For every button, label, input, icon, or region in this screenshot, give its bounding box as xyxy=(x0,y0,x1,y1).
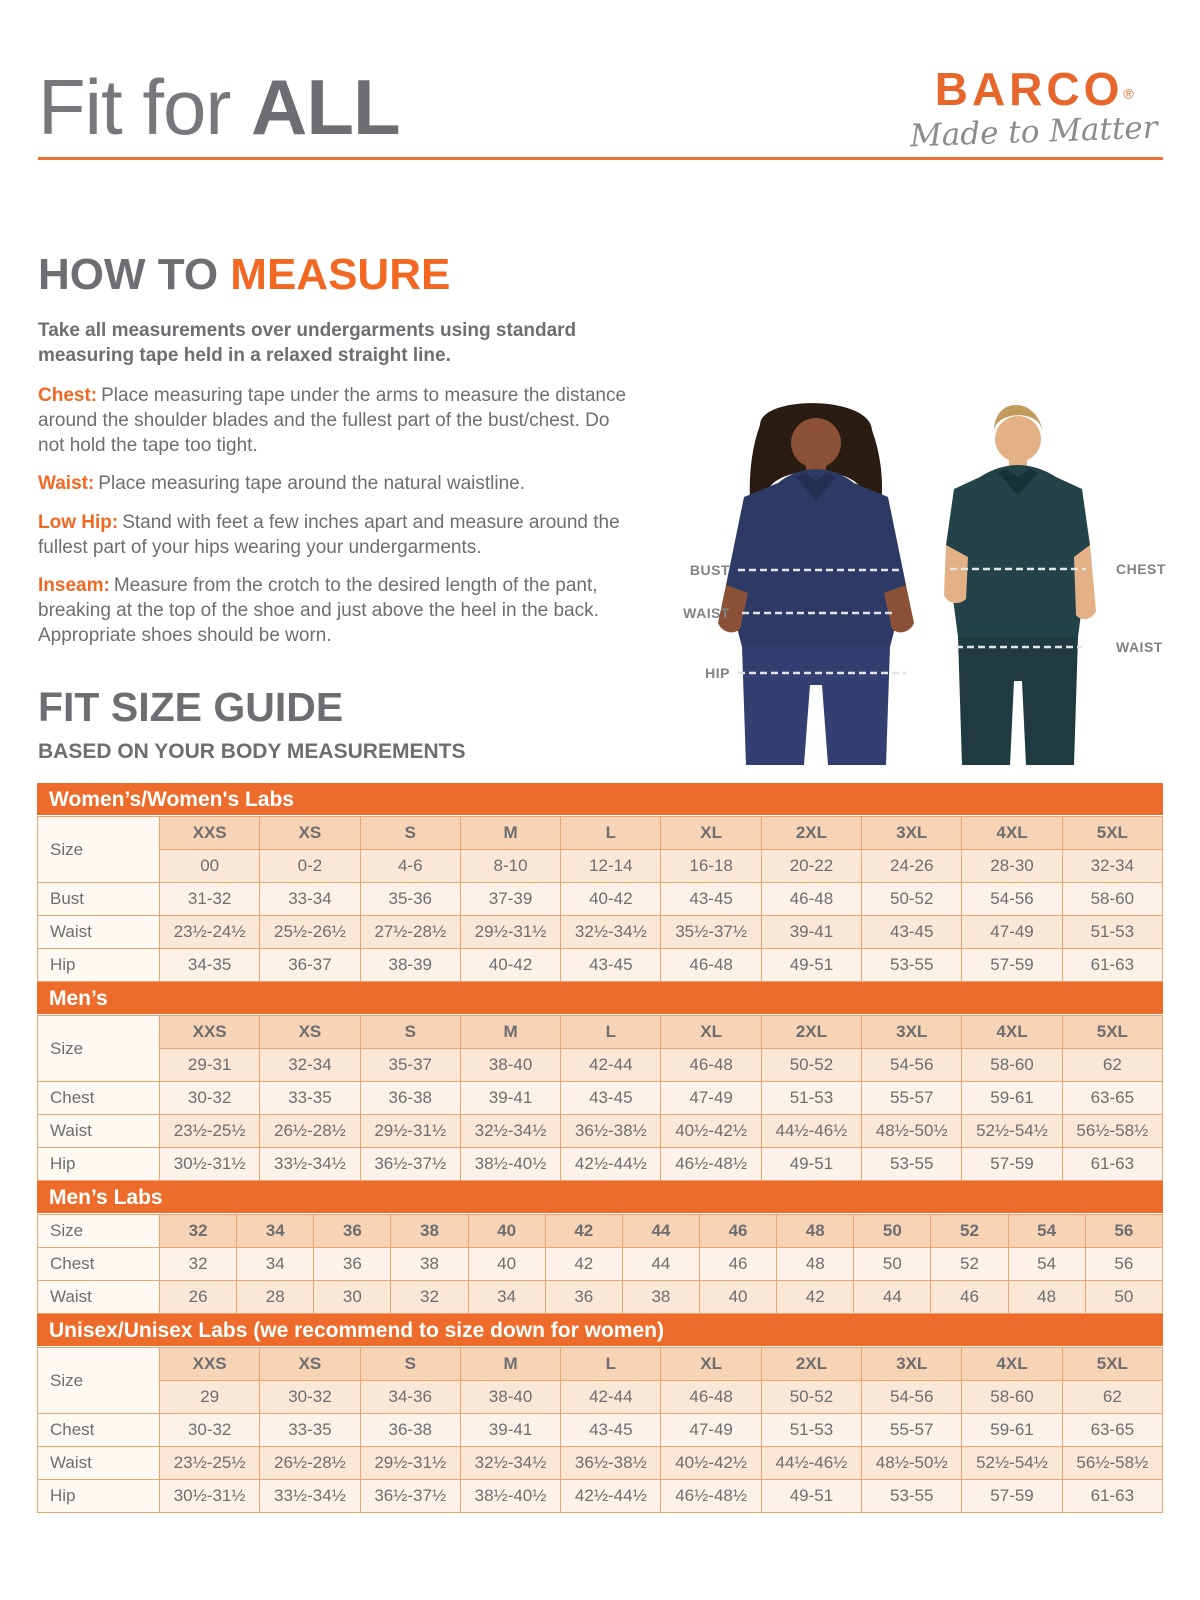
size-table xyxy=(37,1214,1163,1314)
how-to-measure-section xyxy=(38,250,638,662)
measurement-value-cell: 26½-28½ xyxy=(260,1115,360,1148)
table-banner: Men’s Labs xyxy=(37,1181,1163,1214)
size-column-header: 5XL xyxy=(1062,1348,1162,1381)
measurement-value-cell: 34-35 xyxy=(160,949,260,982)
numeric-size-cell: 00 xyxy=(160,850,260,883)
measurement-value-cell: 48 xyxy=(1008,1281,1085,1314)
size-column-header: 3XL xyxy=(862,1016,962,1049)
numeric-size-cell: 32-34 xyxy=(260,1049,360,1082)
size-column-header: 4XL xyxy=(962,1016,1062,1049)
size-column-header: L xyxy=(561,817,661,850)
size-column-header: 3XL xyxy=(862,1348,962,1381)
measurement-value-cell: 36 xyxy=(545,1281,622,1314)
numeric-size-cell: 54-56 xyxy=(862,1049,962,1082)
measurement-value-cell: 46 xyxy=(699,1248,776,1281)
measurement-value-cell: 40½-42½ xyxy=(661,1115,761,1148)
size-column-header: XL xyxy=(661,1016,761,1049)
measurement-value-cell: 33½-34½ xyxy=(260,1148,360,1181)
numeric-size-cell: 42-44 xyxy=(561,1381,661,1414)
measure-intro: Take all measurements over undergarments using standard measuring tape held in a relaxed straight line. xyxy=(38,320,577,367)
numeric-size-cell: 58-60 xyxy=(962,1049,1062,1082)
measure-item-low-hip xyxy=(38,511,628,560)
measurement-value-cell: 36½-37½ xyxy=(360,1480,460,1513)
measurement-value-cell: 32 xyxy=(391,1281,468,1314)
numeric-size-cell: 62 xyxy=(1062,1381,1162,1414)
measurement-value-cell: 36-38 xyxy=(360,1414,460,1447)
waist-label-woman: WAIST xyxy=(683,605,730,621)
measurement-value-cell: 39-41 xyxy=(761,916,861,949)
measurement-row xyxy=(38,883,1163,916)
measurement-row-label: Waist xyxy=(38,1447,160,1480)
numeric-size-cell: 62 xyxy=(1062,1049,1162,1082)
measurement-row-label: Hip xyxy=(38,1480,160,1513)
size-column-header: XS xyxy=(260,1348,360,1381)
size-table xyxy=(37,816,1163,982)
size-table-section xyxy=(37,1181,1163,1314)
measurement-value-cell: 57-59 xyxy=(962,949,1062,982)
measurement-value-cell: 48 xyxy=(777,1248,854,1281)
bust-label: BUST xyxy=(689,562,730,578)
size-row-label: Size xyxy=(38,817,160,883)
measurement-value-cell: 36 xyxy=(314,1248,391,1281)
measurement-value-cell: 59-61 xyxy=(962,1414,1062,1447)
numeric-size-cell: 46-48 xyxy=(661,1381,761,1414)
numeric-size-cell: 46-48 xyxy=(661,1049,761,1082)
measurement-value-cell: 29½-31½ xyxy=(360,1447,460,1480)
measurement-value-cell: 32 xyxy=(160,1248,237,1281)
measurement-value-cell: 25½-26½ xyxy=(260,916,360,949)
size-table-section xyxy=(37,783,1163,982)
measurement-value-cell: 54-56 xyxy=(962,883,1062,916)
size-column-header: 44 xyxy=(622,1215,699,1248)
fit-size-guide-heading: FIT SIZE GUIDE xyxy=(38,684,344,730)
measurement-value-cell: 36½-37½ xyxy=(360,1148,460,1181)
numeric-size-row xyxy=(38,1049,1163,1082)
measurement-value-cell: 40 xyxy=(699,1281,776,1314)
numeric-size-row xyxy=(38,850,1163,883)
measurement-row xyxy=(38,1447,1163,1480)
size-column-header: XXS xyxy=(160,1016,260,1049)
measurement-value-cell: 30 xyxy=(314,1281,391,1314)
size-column-header: S xyxy=(360,1348,460,1381)
measurement-value-cell: 51-53 xyxy=(761,1414,861,1447)
measurement-value-cell: 37-39 xyxy=(460,883,560,916)
size-column-header: M xyxy=(460,817,560,850)
numeric-size-cell: 29-31 xyxy=(160,1049,260,1082)
measurement-value-cell: 57-59 xyxy=(962,1480,1062,1513)
numeric-size-cell: 30-32 xyxy=(260,1381,360,1414)
measurement-value-cell: 47-49 xyxy=(661,1082,761,1115)
measurement-value-cell: 34 xyxy=(468,1281,545,1314)
measurement-value-cell: 61-63 xyxy=(1062,1480,1162,1513)
measure-item-chest xyxy=(38,384,628,458)
woman-figure xyxy=(718,403,914,765)
size-column-header: 5XL xyxy=(1062,817,1162,850)
size-column-header: 3XL xyxy=(862,817,962,850)
measurement-value-cell: 50-52 xyxy=(862,883,962,916)
size-column-header: 46 xyxy=(699,1215,776,1248)
size-column-header: 48 xyxy=(777,1215,854,1248)
measurement-row xyxy=(38,1148,1163,1181)
brand-tagline: Made to Matter xyxy=(909,109,1159,155)
size-header-row xyxy=(38,817,1163,850)
measurement-value-cell: 56 xyxy=(1085,1248,1162,1281)
measure-item-waist xyxy=(38,472,628,497)
measurement-value-cell: 53-55 xyxy=(862,1480,962,1513)
numeric-size-cell: 28-30 xyxy=(962,850,1062,883)
measurement-value-cell: 42 xyxy=(777,1281,854,1314)
numeric-size-cell: 58-60 xyxy=(962,1381,1062,1414)
measurement-value-cell: 36-37 xyxy=(260,949,360,982)
measurement-value-cell: 44 xyxy=(854,1281,931,1314)
fit-size-guide-subheading: BASED ON YOUR BODY MEASUREMENTS xyxy=(38,740,466,763)
size-column-header: M xyxy=(460,1016,560,1049)
size-table-section xyxy=(37,1314,1163,1513)
size-column-header: 52 xyxy=(931,1215,1008,1248)
measurement-value-cell: 35½-37½ xyxy=(661,916,761,949)
measurement-value-cell: 29½-31½ xyxy=(460,916,560,949)
measurement-value-cell: 38½-40½ xyxy=(460,1148,560,1181)
size-column-header: 50 xyxy=(854,1215,931,1248)
measurement-value-cell: 33-35 xyxy=(260,1414,360,1447)
measurement-value-cell: 30½-31½ xyxy=(160,1148,260,1181)
measurement-value-cell: 36-38 xyxy=(360,1082,460,1115)
size-row-label: Size xyxy=(38,1348,160,1414)
size-row-label: Size xyxy=(38,1215,160,1248)
size-header-row xyxy=(38,1016,1163,1049)
header-divider xyxy=(38,157,1163,160)
size-column-header: XS xyxy=(260,1016,360,1049)
measurement-value-cell: 52½-54½ xyxy=(962,1447,1062,1480)
measurement-value-cell: 28 xyxy=(237,1281,314,1314)
numeric-size-cell: 16-18 xyxy=(661,850,761,883)
measurement-value-cell: 49-51 xyxy=(761,1148,861,1181)
measurement-value-cell: 33-34 xyxy=(260,883,360,916)
measurement-value-cell: 54 xyxy=(1008,1248,1085,1281)
measurement-value-cell: 44½-46½ xyxy=(761,1115,861,1148)
measurement-row xyxy=(38,1414,1163,1447)
size-column-header: XL xyxy=(661,817,761,850)
measurement-value-cell: 42½-44½ xyxy=(561,1480,661,1513)
measurement-value-cell: 46½-48½ xyxy=(661,1480,761,1513)
waist-label-man: WAIST xyxy=(1116,639,1163,655)
measure-item-label: Inseam: xyxy=(38,575,110,597)
page-title-bold: ALL xyxy=(251,63,400,151)
size-table xyxy=(37,1347,1163,1513)
measurement-value-cell: 59-61 xyxy=(962,1082,1062,1115)
models-photo xyxy=(650,385,1200,765)
measurement-row-label: Waist xyxy=(38,916,160,949)
measurement-value-cell: 43-45 xyxy=(561,949,661,982)
measurement-value-cell: 36½-38½ xyxy=(561,1115,661,1148)
measurement-value-cell: 23½-24½ xyxy=(160,916,260,949)
measurement-value-cell: 51-53 xyxy=(761,1082,861,1115)
size-column-header: S xyxy=(360,817,460,850)
size-column-header: XXS xyxy=(160,817,260,850)
measurement-value-cell: 46-48 xyxy=(661,949,761,982)
size-column-header: 54 xyxy=(1008,1215,1085,1248)
measurement-value-cell: 35-36 xyxy=(360,883,460,916)
measurement-value-cell: 56½-58½ xyxy=(1062,1115,1162,1148)
measurement-value-cell: 46½-48½ xyxy=(661,1148,761,1181)
measurement-value-cell: 39-41 xyxy=(460,1082,560,1115)
measurement-row xyxy=(38,1115,1163,1148)
measurement-value-cell: 49-51 xyxy=(761,949,861,982)
measurement-value-cell: 58-60 xyxy=(1062,883,1162,916)
numeric-size-cell: 34-36 xyxy=(360,1381,460,1414)
numeric-size-cell: 0-2 xyxy=(260,850,360,883)
measurement-value-cell: 40½-42½ xyxy=(661,1447,761,1480)
page-title-regular: Fit for xyxy=(38,63,252,151)
measurement-value-cell: 32½-34½ xyxy=(460,1447,560,1480)
brand-logo xyxy=(909,63,1159,155)
measure-item-label: Low Hip: xyxy=(38,511,119,533)
measurement-row-label: Waist xyxy=(38,1281,160,1314)
measurement-value-cell: 49-51 xyxy=(761,1480,861,1513)
how-to-measure-heading xyxy=(38,250,638,300)
measurement-row-label: Hip xyxy=(38,949,160,982)
size-column-header: XL xyxy=(661,1348,761,1381)
measurement-value-cell: 29½-31½ xyxy=(360,1115,460,1148)
measurement-value-cell: 30½-31½ xyxy=(160,1480,260,1513)
measurement-row-label: Bust xyxy=(38,883,160,916)
measure-item-label: Chest: xyxy=(38,385,98,407)
measurement-value-cell: 32½-34½ xyxy=(460,1115,560,1148)
size-column-header: 2XL xyxy=(761,1016,861,1049)
size-column-header: L xyxy=(561,1016,661,1049)
numeric-size-cell: 54-56 xyxy=(862,1381,962,1414)
heading-gray-part: HOW TO xyxy=(38,250,231,299)
measurement-value-cell: 43-45 xyxy=(862,916,962,949)
measure-item-inseam xyxy=(38,574,628,648)
size-column-header: 2XL xyxy=(761,1348,861,1381)
heading-orange-part: MEASURE xyxy=(230,250,451,299)
measurement-value-cell: 27½-28½ xyxy=(360,916,460,949)
measure-item-label: Waist: xyxy=(38,473,95,495)
numeric-size-cell: 4-6 xyxy=(360,850,460,883)
measurement-row xyxy=(38,1480,1163,1513)
numeric-size-cell: 24-26 xyxy=(862,850,962,883)
measurement-value-cell: 55-57 xyxy=(862,1414,962,1447)
measurement-value-cell: 63-65 xyxy=(1062,1414,1162,1447)
size-column-header: M xyxy=(460,1348,560,1381)
measurement-value-cell: 40-42 xyxy=(460,949,560,982)
measurement-value-cell: 38½-40½ xyxy=(460,1480,560,1513)
measurement-value-cell: 46 xyxy=(931,1281,1008,1314)
size-column-header: 38 xyxy=(391,1215,468,1248)
size-column-header: 5XL xyxy=(1062,1016,1162,1049)
size-column-header: 40 xyxy=(468,1215,545,1248)
measurement-value-cell: 38 xyxy=(391,1248,468,1281)
man-figure xyxy=(944,405,1096,765)
numeric-size-cell: 38-40 xyxy=(460,1049,560,1082)
measurement-row xyxy=(38,916,1163,949)
size-column-header: XS xyxy=(260,817,360,850)
measurement-value-cell: 42 xyxy=(545,1248,622,1281)
measurement-value-cell: 50 xyxy=(854,1248,931,1281)
measurement-row xyxy=(38,1248,1163,1281)
measurement-value-cell: 33-35 xyxy=(260,1082,360,1115)
measurement-value-cell: 56½-58½ xyxy=(1062,1447,1162,1480)
measurement-value-cell: 40 xyxy=(468,1248,545,1281)
measure-item-text: Stand with feet a few inches apart and measure around the fullest part of your hips wearing your undergarments. xyxy=(38,511,620,558)
measurement-value-cell: 43-45 xyxy=(561,1414,661,1447)
numeric-size-cell: 35-37 xyxy=(360,1049,460,1082)
measurement-value-cell: 32½-34½ xyxy=(561,916,661,949)
measurement-row xyxy=(38,1082,1163,1115)
measurement-value-cell: 48½-50½ xyxy=(862,1115,962,1148)
numeric-size-cell: 20-22 xyxy=(761,850,861,883)
measurement-value-cell: 30-32 xyxy=(160,1082,260,1115)
measure-item-text: Measure from the crotch to the desired length of the pant, breaking at the top of the shoe and just above the heel in the back. Appropriate shoes should be worn. xyxy=(38,575,599,646)
measurement-value-cell: 61-63 xyxy=(1062,1148,1162,1181)
size-table-section xyxy=(37,982,1163,1181)
measurement-value-cell: 36½-38½ xyxy=(561,1447,661,1480)
measurement-row xyxy=(38,949,1163,982)
measurement-value-cell: 44 xyxy=(622,1248,699,1281)
measurement-value-cell: 53-55 xyxy=(862,1148,962,1181)
chest-label: CHEST xyxy=(1116,561,1166,577)
measurement-value-cell: 26 xyxy=(160,1281,237,1314)
size-column-header: 56 xyxy=(1085,1215,1162,1248)
measurement-value-cell: 44½-46½ xyxy=(761,1447,861,1480)
measurement-value-cell: 51-53 xyxy=(1062,916,1162,949)
measurement-value-cell: 38-39 xyxy=(360,949,460,982)
measurement-value-cell: 30-32 xyxy=(160,1414,260,1447)
brand-name: BARCO xyxy=(934,63,1124,115)
measurement-value-cell: 34 xyxy=(237,1248,314,1281)
numeric-size-cell: 8-10 xyxy=(460,850,560,883)
measurement-value-cell: 47-49 xyxy=(661,1414,761,1447)
measurement-row-label: Chest xyxy=(38,1082,160,1115)
numeric-size-cell: 50-52 xyxy=(761,1381,861,1414)
table-banner: Men’s xyxy=(37,982,1163,1015)
measurement-row-label: Waist xyxy=(38,1115,160,1148)
table-banner: Women’s/Women's Labs xyxy=(37,783,1163,816)
numeric-size-cell: 42-44 xyxy=(561,1049,661,1082)
measurement-value-cell: 42½-44½ xyxy=(561,1148,661,1181)
measurement-value-cell: 26½-28½ xyxy=(260,1447,360,1480)
measurement-value-cell: 23½-25½ xyxy=(160,1115,260,1148)
measurement-value-cell: 63-65 xyxy=(1062,1082,1162,1115)
measurement-value-cell: 53-55 xyxy=(862,949,962,982)
measurement-row-label: Chest xyxy=(38,1248,160,1281)
measurement-value-cell: 38 xyxy=(622,1281,699,1314)
size-column-header: 32 xyxy=(160,1215,237,1248)
size-column-header: 4XL xyxy=(962,1348,1062,1381)
size-column-header: XXS xyxy=(160,1348,260,1381)
size-tables xyxy=(37,783,1163,1513)
measurement-value-cell: 50 xyxy=(1085,1281,1162,1314)
table-banner: Unisex/Unisex Labs (we recommend to size down for women) xyxy=(37,1314,1163,1347)
measurement-value-cell: 46-48 xyxy=(761,883,861,916)
size-header-row xyxy=(38,1215,1163,1248)
measurement-value-cell: 31-32 xyxy=(160,883,260,916)
measurement-row-label: Hip xyxy=(38,1148,160,1181)
measurement-value-cell: 43-45 xyxy=(561,1082,661,1115)
numeric-size-row xyxy=(38,1381,1163,1414)
numeric-size-cell: 29 xyxy=(160,1381,260,1414)
size-column-header: 4XL xyxy=(962,817,1062,850)
size-table xyxy=(37,1015,1163,1181)
numeric-size-cell: 50-52 xyxy=(761,1049,861,1082)
measure-item-text: Place measuring tape around the natural waistline. xyxy=(98,473,525,495)
numeric-size-cell: 32-34 xyxy=(1062,850,1162,883)
measurement-value-cell: 57-59 xyxy=(962,1148,1062,1181)
page-title xyxy=(38,62,400,153)
models-illustration xyxy=(650,385,1200,765)
size-column-header: L xyxy=(561,1348,661,1381)
measurement-row xyxy=(38,1281,1163,1314)
measurement-value-cell: 40-42 xyxy=(561,883,661,916)
measurement-value-cell: 23½-25½ xyxy=(160,1447,260,1480)
measurement-value-cell: 55-57 xyxy=(862,1082,962,1115)
registered-mark: ® xyxy=(1123,85,1134,102)
size-column-header: 34 xyxy=(237,1215,314,1248)
measurement-value-cell: 61-63 xyxy=(1062,949,1162,982)
measurement-value-cell: 47-49 xyxy=(962,916,1062,949)
measurement-value-cell: 48½-50½ xyxy=(862,1447,962,1480)
measurement-row-label: Chest xyxy=(38,1414,160,1447)
measurement-value-cell: 52 xyxy=(931,1248,1008,1281)
measurement-value-cell: 43-45 xyxy=(661,883,761,916)
measurement-value-cell: 39-41 xyxy=(460,1414,560,1447)
size-row-label: Size xyxy=(38,1016,160,1082)
numeric-size-cell: 12-14 xyxy=(561,850,661,883)
size-column-header: 36 xyxy=(314,1215,391,1248)
size-column-header: 42 xyxy=(545,1215,622,1248)
measure-item-text: Place measuring tape under the arms to measure the distance around the shoulder blades and the fullest part of the bust/chest. Do not hold the tape too tight. xyxy=(38,385,627,456)
size-header-row xyxy=(38,1348,1163,1381)
size-column-header: S xyxy=(360,1016,460,1049)
hip-label: HIP xyxy=(705,665,730,681)
measurement-value-cell: 33½-34½ xyxy=(260,1480,360,1513)
measurement-value-cell: 52½-54½ xyxy=(962,1115,1062,1148)
numeric-size-cell: 38-40 xyxy=(460,1381,560,1414)
size-column-header: 2XL xyxy=(761,817,861,850)
